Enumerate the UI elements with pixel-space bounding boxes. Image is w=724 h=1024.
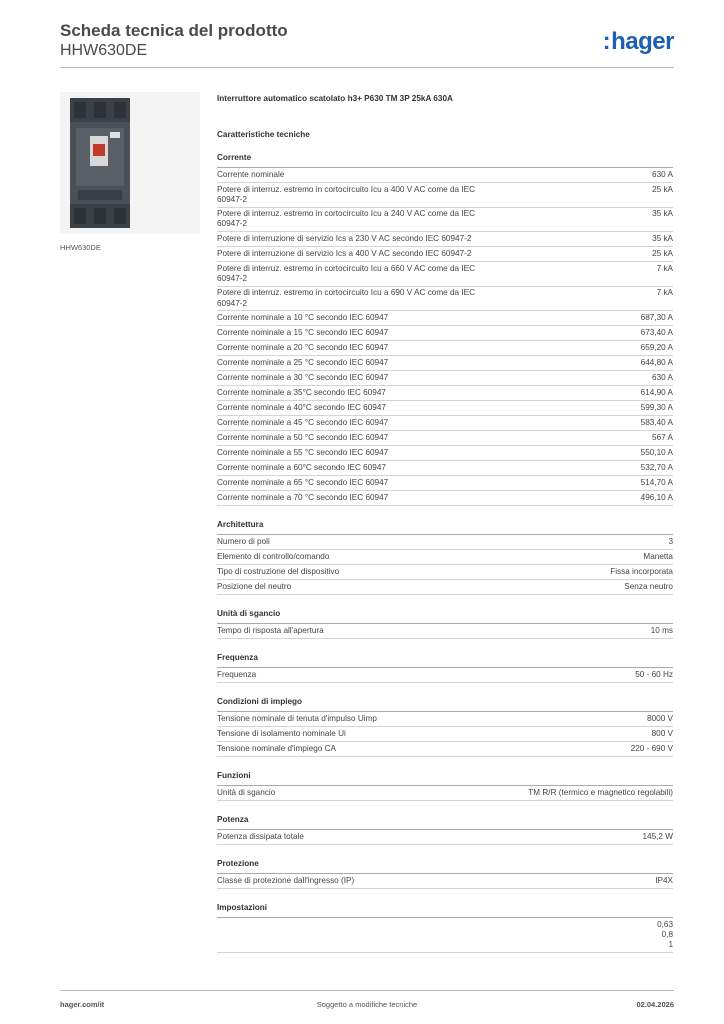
spec-row [217,830,673,845]
spec-value: 532,70 A [640,462,673,472]
spec-row [217,287,673,312]
spec-row [217,727,673,742]
spec-label: Frequenza [217,669,257,679]
spec-label: Corrente nominale a 65 °C secondo IEC 60947 [217,477,389,487]
spec-value: 687,30 A [640,312,673,322]
spec-row [217,168,673,183]
circuit-breaker-image [60,92,200,234]
page-header [60,20,674,61]
spec-value: Senza neutro [624,581,673,591]
document-title: Scheda tecnica del prodotto [60,21,288,40]
spec-value: 599,30 A [640,402,673,412]
image-caption: HHW630DE [60,243,101,252]
spec-label: Potere di interruzione di servizio Ics a 400 V AC secondo IEC 60947-2 [217,248,472,258]
spec-row [217,580,673,595]
spec-value: 8000 V [647,713,673,723]
spec-value: 673,40 A [640,327,673,337]
spec-row [217,401,673,416]
spec-value: 145,2 W [642,831,673,841]
product-name: Interruttore automatico scatolato h3+ P630 TM 3P 25kA 630A [217,94,453,103]
footer-date: 02.04.2026 [636,1000,674,1009]
spec-label: Unità di sgancio [217,787,276,797]
spec-sections [217,153,673,889]
spec-row [217,341,673,356]
spec-row [217,565,673,580]
spec-label: Potenza dissipata totale [217,831,304,841]
spec-row [217,326,673,341]
spec-value: 630 A [652,169,673,179]
spec-row [217,550,673,565]
spec-row [217,461,673,476]
spec-row [217,183,673,208]
spec-heading: Caratteristiche tecniche [217,130,310,139]
spec-value: 496,10 A [640,492,673,502]
spec-label: Tempo di risposta all'apertura [217,625,324,635]
spec-label: Corrente nominale a 45 °C secondo IEC 60947 [217,417,389,427]
settings-value: 0,8 [661,930,673,940]
spec-label: Classe di protezione dall'ingresso (IP) [217,875,355,885]
spec-value: 7 kA [656,263,673,273]
spec-label: Numero di poli [217,536,270,546]
spec-label: Corrente nominale a 15 °C secondo IEC 60947 [217,327,389,337]
spec-content [217,94,673,953]
spec-value: TM R/R (termico e magnetico regolabili) [528,787,673,797]
spec-row [217,874,673,889]
spec-value: 800 V [651,728,673,738]
spec-row [217,262,673,287]
spec-value: 514,70 A [640,477,673,487]
spec-label: Corrente nominale a 50 °C secondo IEC 60947 [217,432,389,442]
spec-value: 614,90 A [640,387,673,397]
settings-value: 0,63 [657,919,673,929]
section-title: Condizioni di impiego [217,697,673,712]
spec-label: Corrente nominale [217,169,285,179]
spec-value: 3 [668,536,673,546]
spec-row [217,742,673,757]
spec-label: Tipo di costruzione del dispositivo [217,566,340,576]
spec-label: Corrente nominale a 60°C secondo IEC 60947 [217,462,386,472]
spec-value: IP4X [655,875,673,885]
spec-row [217,476,673,491]
spec-label: Potere di interruzione di servizio Ics a 230 V AC secondo IEC 60947-2 [217,233,472,243]
spec-value: 630 A [652,372,673,382]
spec-row [217,624,673,639]
spec-row [217,232,673,247]
spec-row [217,208,673,233]
spec-value: 567 A [652,432,673,442]
spec-value: 25 kA [652,184,673,194]
spec-row [217,491,673,506]
spec-label: Potere di interruz. estremo in cortocircuito Icu a 690 V AC come da IEC 60947-2 [217,288,476,308]
spec-value: Fissa incorporata [610,566,673,576]
spec-label: Potere di interruz. estremo in cortocircuito Icu a 400 V AC come da IEC 60947-2 [217,184,476,204]
spec-row [217,247,673,262]
spec-label: Corrente nominale a 55 °C secondo IEC 60947 [217,447,389,457]
spec-label: Tensione nominale d'impiego CA [217,743,336,753]
spec-label: Corrente nominale a 40°C secondo IEC 60947 [217,402,386,412]
spec-value: 25 kA [652,248,673,258]
product-image [60,92,200,234]
spec-row [217,535,673,550]
spec-label: Potere di interruz. estremo in cortocircuito Icu a 240 V AC come da IEC 60947-2 [217,209,476,229]
spec-value: 7 kA [656,288,673,298]
logo-text: hager [611,28,674,55]
spec-row [217,356,673,371]
spec-value: 583,40 A [640,417,673,427]
spec-label: Corrente nominale a 35°C secondo IEC 60947 [217,387,386,397]
spec-label: Corrente nominale a 20 °C secondo IEC 60947 [217,342,389,352]
spec-row [217,668,673,683]
section-title: Potenza [217,815,673,830]
spec-value: 644,80 A [640,357,673,367]
section-title: Protezione [217,859,673,874]
footer-website-link[interactable]: hager.com/it [60,1000,105,1009]
settings-row [217,918,673,953]
spec-label: Corrente nominale a 25 °C secondo IEC 60947 [217,357,389,367]
spec-label: Corrente nominale a 10 °C secondo IEC 60947 [217,312,389,322]
spec-label: Potere di interruz. estremo in cortocircuito Icu a 660 V AC come da IEC 60947-2 [217,263,476,283]
spec-value: 659,20 A [640,342,673,352]
spec-row [217,416,673,431]
spec-row [217,371,673,386]
spec-row [217,386,673,401]
footer-note: Soggetto a modifiche tecniche [316,1000,418,1009]
spec-value: 35 kA [652,233,673,243]
spec-label: Posizione del neutro [217,581,292,591]
settings-value: 1 [668,940,673,950]
spec-row [217,446,673,461]
settings-values [657,920,673,951]
section-title: Unità di sgancio [217,609,673,624]
header-divider [60,67,674,68]
section-title: Frequenza [217,653,673,668]
spec-value: 220 - 690 V [630,743,673,753]
product-code: HHW630DE [60,42,148,59]
spec-label: Corrente nominale a 30 °C secondo IEC 60947 [217,372,389,382]
spec-label: Corrente nominale a 70 °C secondo IEC 60947 [217,492,389,502]
spec-value: 50 - 60 Hz [635,669,673,679]
section-title-impostazioni: Impostazioni [217,903,673,918]
spec-value: 10 ms [650,625,673,635]
section-title: Architettura [217,520,673,535]
spec-row [217,712,673,727]
footer-divider [60,990,674,991]
spec-label: Tensione di isolamento nominale Ui [217,728,346,738]
spec-row [217,786,673,801]
spec-value: 550,10 A [640,447,673,457]
spec-label: Tensione nominale di tenuta d'impulso Uimp [217,713,377,723]
section-title: Funzioni [217,771,673,786]
spec-value: 35 kA [652,209,673,219]
spec-value: Manetta [643,551,673,561]
spec-row [217,311,673,326]
spec-row [217,431,673,446]
spec-label: Elemento di controllo/comando [217,551,330,561]
section-title: Corrente [217,153,673,168]
hager-logo[interactable]: :hager [602,28,674,55]
